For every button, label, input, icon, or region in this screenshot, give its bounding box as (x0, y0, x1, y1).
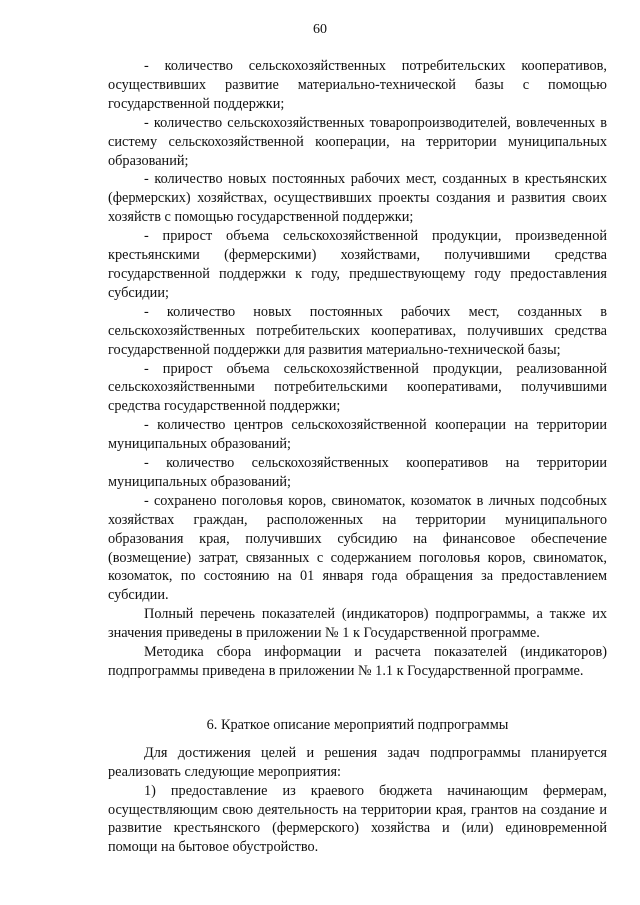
methodology-paragraph: Методика сбора информации и расчета показателей (индикаторов) подпрограммы приведена в приложении № 1.1 к Государственной программе. (108, 644, 607, 679)
indicator-item: - количество сельскохозяйственных товаропроизводителей, вовлеченных в систему сельскохозяйственной кооперации, на территории муниципальных образований; (108, 114, 607, 169)
measure-item: 1) предоставление из краевого бюджета начинающим фермерам, осуществляющим свою деятельность на территории края, грантов на создание и развитие крестьянского (фермерского) хозяйства и (или) единовременной помощи на бытовое обустройство. (108, 782, 607, 856)
indicator-item: - количество центров сельскохозяйственной кооперации на территории муниципальных образований; (108, 417, 607, 453)
section-title: 6. Краткое описание мероприятий подпрограммы (206, 716, 509, 733)
document-body (108, 57, 607, 857)
indicator-item: - сохранено поголовья коров, свиноматок, козоматок в личных подсобных хозяйствах граждан, расположенных на территории муниципального образования края, получивших субсидию на финансовое обеспечение (возмещение) затрат, связанных с содержанием поголовья коров, свиноматок, козоматок, по состоянию на 01 января года обращения за предоставлением субсидии. (108, 492, 607, 604)
indicator-item: - количество сельскохозяйственных потребительских кооперативов, осуществивших развитие материально-технической базы с помощью государственной поддержки; (108, 58, 607, 112)
indicator-item: - прирост объема сельскохозяйственной продукции, произведенной крестьянскими (фермерскими) хозяйствами, получившими средства государственной поддержки к году, предшествующему году предоставления субсидии; (108, 228, 607, 301)
section-intro: Для достижения целей и решения задач подпрограммы планируется реализовать следующие мероприятия: (108, 744, 607, 780)
full-list-paragraph: Полный перечень показателей (индикаторов) подпрограммы, а также их значения приведены в приложении № 1 к Государственной программе. (108, 606, 607, 642)
indicator-item: - количество новых постоянных рабочих мест, созданных в сельскохозяйственных потребительских кооперативах, получивших средства государственной поддержки для развития материально-технической базы; (108, 303, 607, 358)
indicator-item: - прирост объема сельскохозяйственной продукции, реализованной сельскохозяйственными потребительскими кооперативами, получившими средства государственной поддержки; (108, 360, 607, 415)
page-number: 60 (313, 22, 327, 37)
indicator-item: - количество новых постоянных рабочих мест, созданных в крестьянских (фермерских) хозяйствах, осуществивших проекты создания и развития своих хозяйств с помощью государственной поддержки; (108, 171, 607, 226)
indicator-item: - количество сельскохозяйственных кооперативов на территории муниципальных образований; (108, 455, 607, 490)
